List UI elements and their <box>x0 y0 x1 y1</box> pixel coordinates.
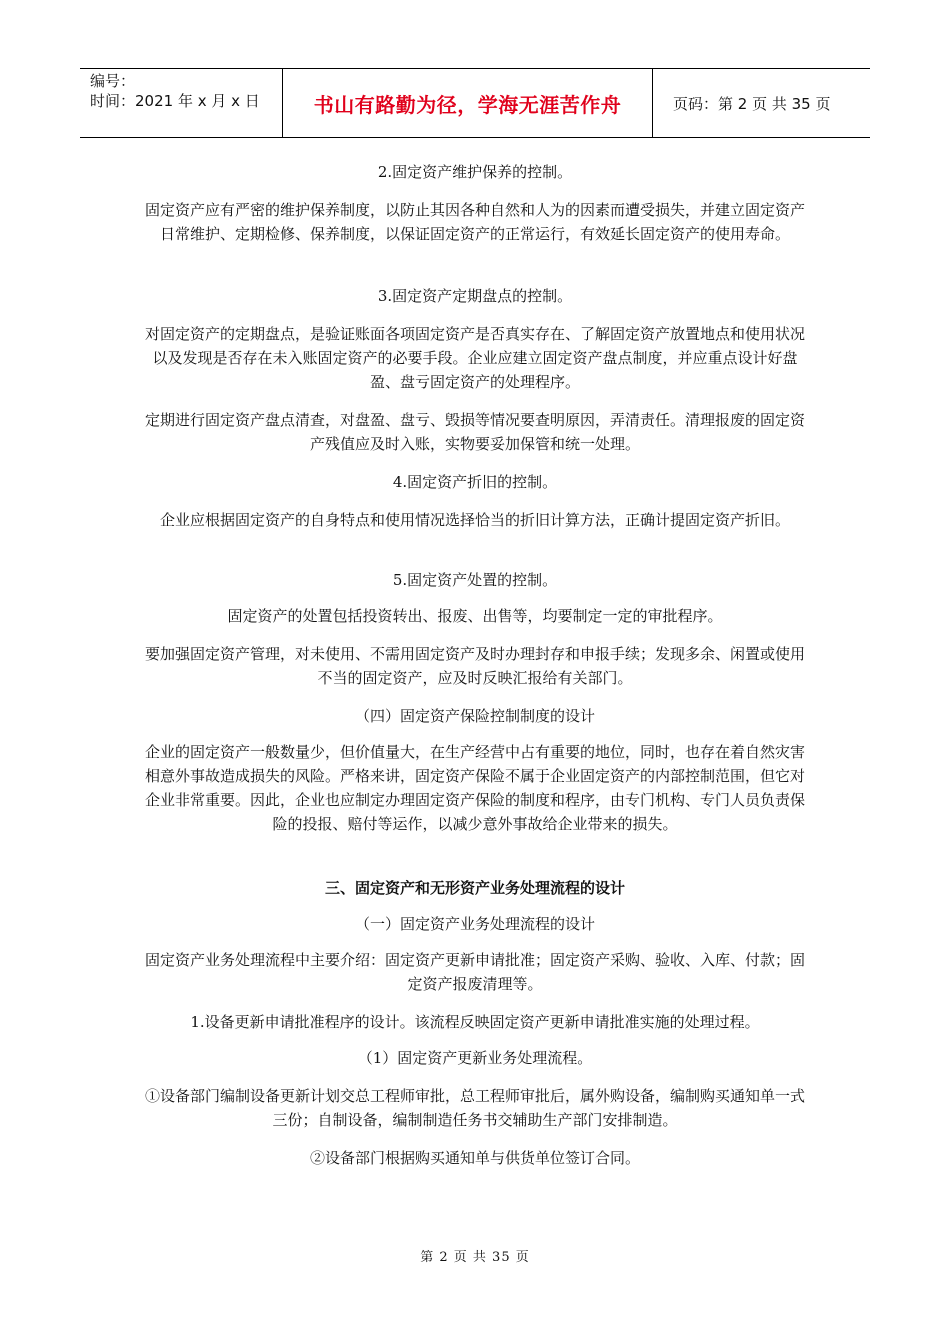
page-info-text: 页码：第 2 页 共 35 页 <box>673 94 831 113</box>
paragraph: 对固定资产的定期盘点，是验证账面各项固定资产是否真实存在、了解固定资产放置地点和使用状况以及发现是否存在未入账固定资产的必要手段。企业应建立固定资产盘点制度，并应重点设计好盘盈、盘亏固定资产的处理程序。 <box>144 325 805 391</box>
paragraph: ②设备部门根据购买通知单与供货单位签订合同。 <box>309 1149 640 1167</box>
number-label: 编号： <box>90 72 136 90</box>
section-subheading: （一）固定资产业务处理流程的设计 <box>354 915 595 933</box>
paragraph-heading: 3.固定资产定期盘点的控制。 <box>377 287 573 305</box>
page-footer: 第 2 页 共 35 页 <box>420 1250 530 1265</box>
paragraph-heading: 5.固定资产处置的控制。 <box>392 571 558 589</box>
paragraph: 要加强固定资产管理，对未使用、不需用固定资产及时办理封存和申报手续；发现多余、闲置或使用不当的固定资产，应及时反映汇报给有关部门。 <box>144 645 805 687</box>
header-meta <box>80 69 283 137</box>
paragraph-heading: 2.固定资产维护保养的控制。 <box>377 163 573 181</box>
paragraph: 定期进行固定资产盘点清查，对盘盈、盘亏、毁损等情况要查明原因，弄清责任。清理报废的固定资产残值应及时入账，实物要妥加保管和统一处理。 <box>144 411 805 453</box>
paragraph: 固定资产的处置包括投资转出、报废、出售等，均要制定一定的审批程序。 <box>227 607 723 625</box>
header-page-info <box>663 69 870 137</box>
paragraph: 固定资产业务处理流程中主要介绍：固定资产更新申请批准；固定资产采购、验收、入库、付款；固定资产报废清理等。 <box>144 951 805 993</box>
paragraph: 1.设备更新申请批准程序的设计。该流程反映固定资产更新申请批准实施的处理过程。 <box>190 1013 760 1031</box>
page-header <box>80 68 870 138</box>
paragraph: 企业应根据固定资产的自身特点和使用情况选择恰当的折旧计算方法，正确计提固定资产折旧。 <box>159 511 790 529</box>
header-motto: 书山有路勤为径，学海无涯苦作舟 <box>283 69 653 137</box>
time-label: 时间：2021 年 x 月 x 日 <box>90 92 260 110</box>
paragraph: 固定资产应有严密的维护保养制度，以防止其因各种自然和人为的因素而遭受损失，并建立固定资产日常维护、定期检修、保养制度，以保证固定资产的正常运行，有效延长固定资产的使用寿命。 <box>144 201 805 243</box>
section-subheading: （四）固定资产保险控制制度的设计 <box>354 707 595 725</box>
section-heading: 三、固定资产和无形资产业务处理流程的设计 <box>324 879 625 897</box>
paragraph: ①设备部门编制设备更新计划交总工程师审批，总工程师审批后，属外购设备，编制购买通知单一式三份；自制设备，编制制造任务书交辅助生产部门安排制造。 <box>144 1087 805 1129</box>
paragraph: 企业的固定资产一般数量少，但价值量大，在生产经营中占有重要的地位，同时，也存在着自然灾害相意外事故造成损失的风险。严格来讲，固定资产保险不属于企业固定资产的内部控制范围，但它对企业非常重要。因此，企业也应制定办理固定资产保险的制度和程序，由专门机构、专门人员负责保险的投报、赔付等运作，以减少意外事故给企业带来的损失。 <box>144 743 805 833</box>
paragraph-heading: 4.固定资产折旧的控制。 <box>392 473 558 491</box>
paragraph-heading: （1）固定资产更新业务处理流程。 <box>357 1049 593 1067</box>
